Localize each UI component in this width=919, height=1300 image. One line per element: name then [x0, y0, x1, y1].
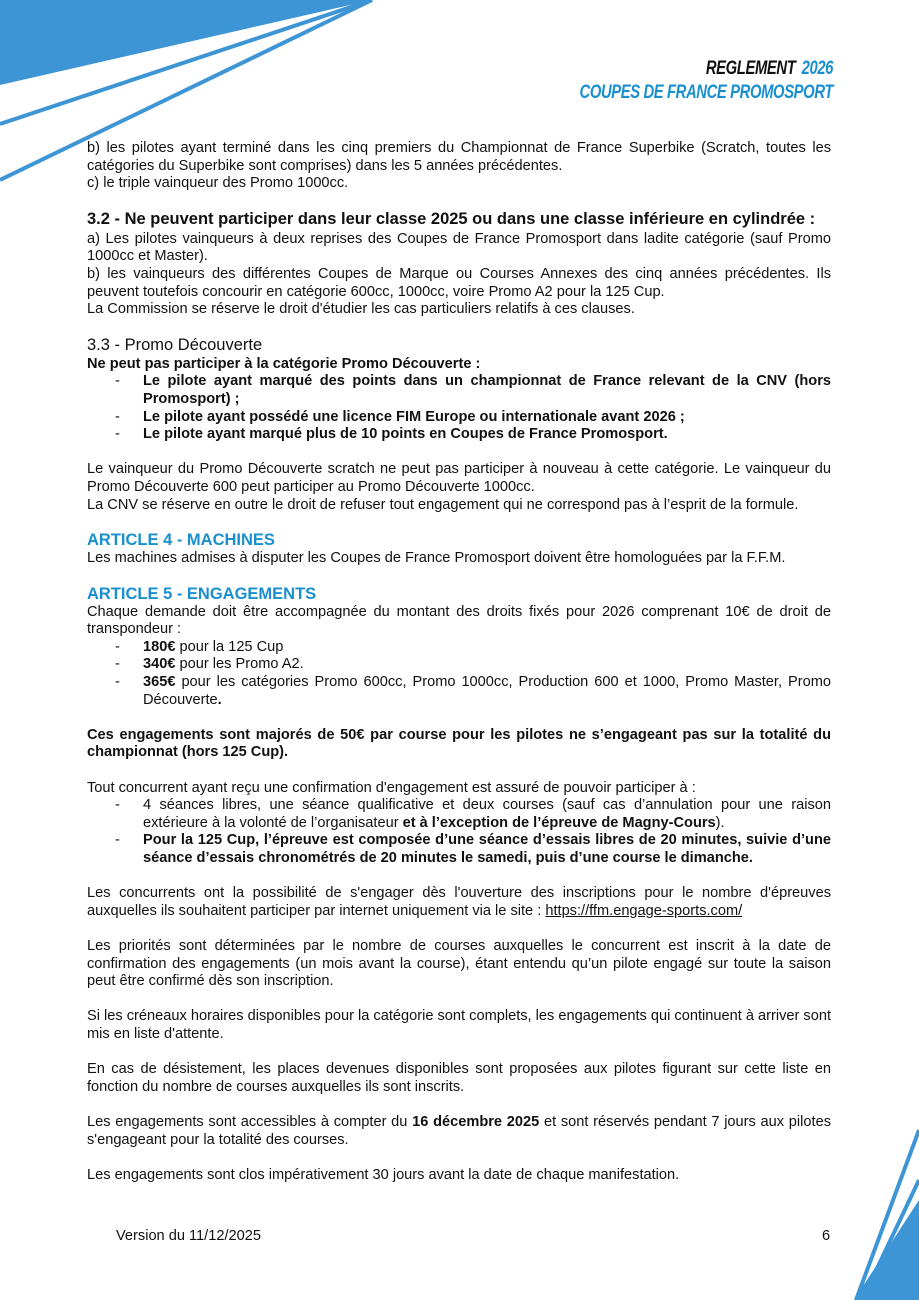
list-item: - Le pilote ayant marqué plus de 10 points en Coupes de France Promosport. — [87, 426, 831, 444]
intro-item-c: c) le triple vainqueur des Promo 1000cc. — [87, 175, 349, 192]
article-5-title: ARTICLE 5 - ENGAGEMENTS — [87, 584, 317, 603]
header-year: 2026 — [801, 58, 833, 79]
s33-list — [87, 373, 831, 443]
fee-item: - 180€ pour la 125 Cup — [87, 639, 831, 657]
footer-version: Version du 11/12/2025 — [116, 1228, 261, 1244]
list-item: - 4 séances libres, une séance qualificative et deux courses (sauf cas d’annulation pour une raison extérieure à la volonté de l’organisateur et à l’exception de l’épreuve de Magny-Cours). — [87, 797, 831, 832]
article-4-title: ARTICLE 4 - MACHINES — [87, 531, 275, 550]
surcharge-note: Ces engagements sont majorés de 50€ par course pour les pilotes ne s’engageant pas sur la totalité du championnat (hors 125 Cup). — [87, 726, 831, 761]
s33-lead: Ne peut pas participer à la catégorie Promo Découverte : — [87, 355, 481, 372]
s32-item-b: b) les vainqueurs des différentes Coupes de Marque ou Courses Annexes des cinq années précédentes. Ils peuvent toutefois concourir en catégorie 600cc, 1000cc, voire Promo A2 pour la 125 Cup. — [87, 265, 831, 300]
corner-stripes-decoration-bottom — [850, 1125, 919, 1300]
fee-item: - 340€ pour les Promo A2. — [87, 656, 831, 674]
s33-paragraph-1: Le vainqueur du Promo Découverte scratch ne peut pas participer à nouveau à cette catégorie. Le vainqueur du Promo Découverte 600 peut participer au Promo Découverte 1000cc. — [87, 461, 831, 495]
header-subtitle: COUPES DE FRANCE PROMOSPORT — [579, 82, 833, 103]
s32-item-a: a) Les pilotes vainqueurs à deux reprises des Coupes de France Promosport dans ladite catégorie (sauf Promo 1000cc et Master). — [87, 230, 831, 265]
document-body — [87, 140, 831, 1184]
opening-text: Les engagements sont accessibles à compter du 16 décembre 2025 et sont réservés pendant 7 jours aux pilotes s'engageant pour la totalité des courses. — [87, 1113, 831, 1148]
closing-text: Les engagements sont clos impérativement 30 jours avant la date de chaque manifestation. — [87, 1166, 680, 1183]
priorities-text: Les priorités sont déterminées par le nombre de courses auxquelles le concurrent est inscrit à la date de confirmation des engagements (un mois avant la course), étant entendu qu’un pilote engagé sur toute la saison peut être confirmé dès son inscription. — [87, 937, 831, 990]
article-4-text: Les machines admises à disputer les Coupes de France Promosport doivent être homologuées par la F.F.M. — [87, 550, 786, 567]
list-item: - Le pilote ayant possédé une licence FIM Europe ou internationale avant 2026 ; — [87, 409, 831, 427]
confirm-list — [87, 797, 831, 867]
s33-paragraph-2: La CNV se réserve en outre le droit de refuser tout engagement qui ne correspond pas à l’esprit de la formule. — [87, 496, 799, 513]
s32-note: La Commission se réserve le droit d'étudier les cas particuliers relatifs à ces clauses. — [87, 301, 635, 318]
confirm-lead: Tout concurrent ayant reçu une confirmation d'engagement est assuré de pouvoir participer à : — [87, 779, 696, 796]
online-registration-text: Les concurrents ont la possibilité de s'engager dès l'ouverture des inscriptions pour le nombre d'épreuves auxquelles ils souhaitent participer par internet uniquement via le site : https://ffm.engage-sports.com/ — [87, 885, 831, 919]
document-header — [579, 57, 833, 105]
registration-link[interactable]: https://ffm.engage-sports.com/ — [545, 902, 743, 919]
fees-list — [87, 639, 831, 709]
fee-item: - 365€ pour les catégories Promo 600cc, Promo 1000cc, Production 600 et 1000, Promo Master, Promo Découverte. — [87, 674, 831, 709]
header-title: REGLEMENT — [705, 58, 796, 79]
list-item: - Pour la 125 Cup, l’épreuve est composée d’une séance d’essais libres de 20 minutes, suivie d’une séance d’essais chronométrés de 20 minutes le samedi, puis d’une course le dimanche. — [87, 832, 831, 867]
article-5-intro: Chaque demande doit être accompagnée du montant des droits fixés pour 2026 comprenant 10€ de droit de transpondeur : — [87, 603, 831, 638]
intro-item-b: b) les pilotes ayant terminé dans les cinq premiers du Championnat de France Superbike (Scratch, toutes les catégories du Superbike sont comprises) dans les 5 années précédentes. — [87, 140, 831, 174]
section-3-3-title: 3.3 - Promo Découverte — [87, 335, 263, 354]
section-3-2-title: 3.2 - Ne peuvent participer dans leur classe 2025 ou dans une classe inférieure en cylindrée : — [87, 209, 816, 228]
withdrawal-text: En cas de désistement, les places devenues disponibles sont proposées aux pilotes figurant sur cette liste en fonction du nombre de courses auxquelles ils sont inscrits. — [87, 1061, 831, 1095]
page-number: 6 — [822, 1228, 831, 1244]
waitlist-text: Si les créneaux horaires disponibles pour la catégorie sont complets, les engagements qui continuent à arriver sont mis en liste d'attente. — [87, 1008, 831, 1042]
list-item: - Le pilote ayant marqué des points dans un championnat de France relevant de la CNV (hors Promosport) ; — [87, 373, 831, 408]
